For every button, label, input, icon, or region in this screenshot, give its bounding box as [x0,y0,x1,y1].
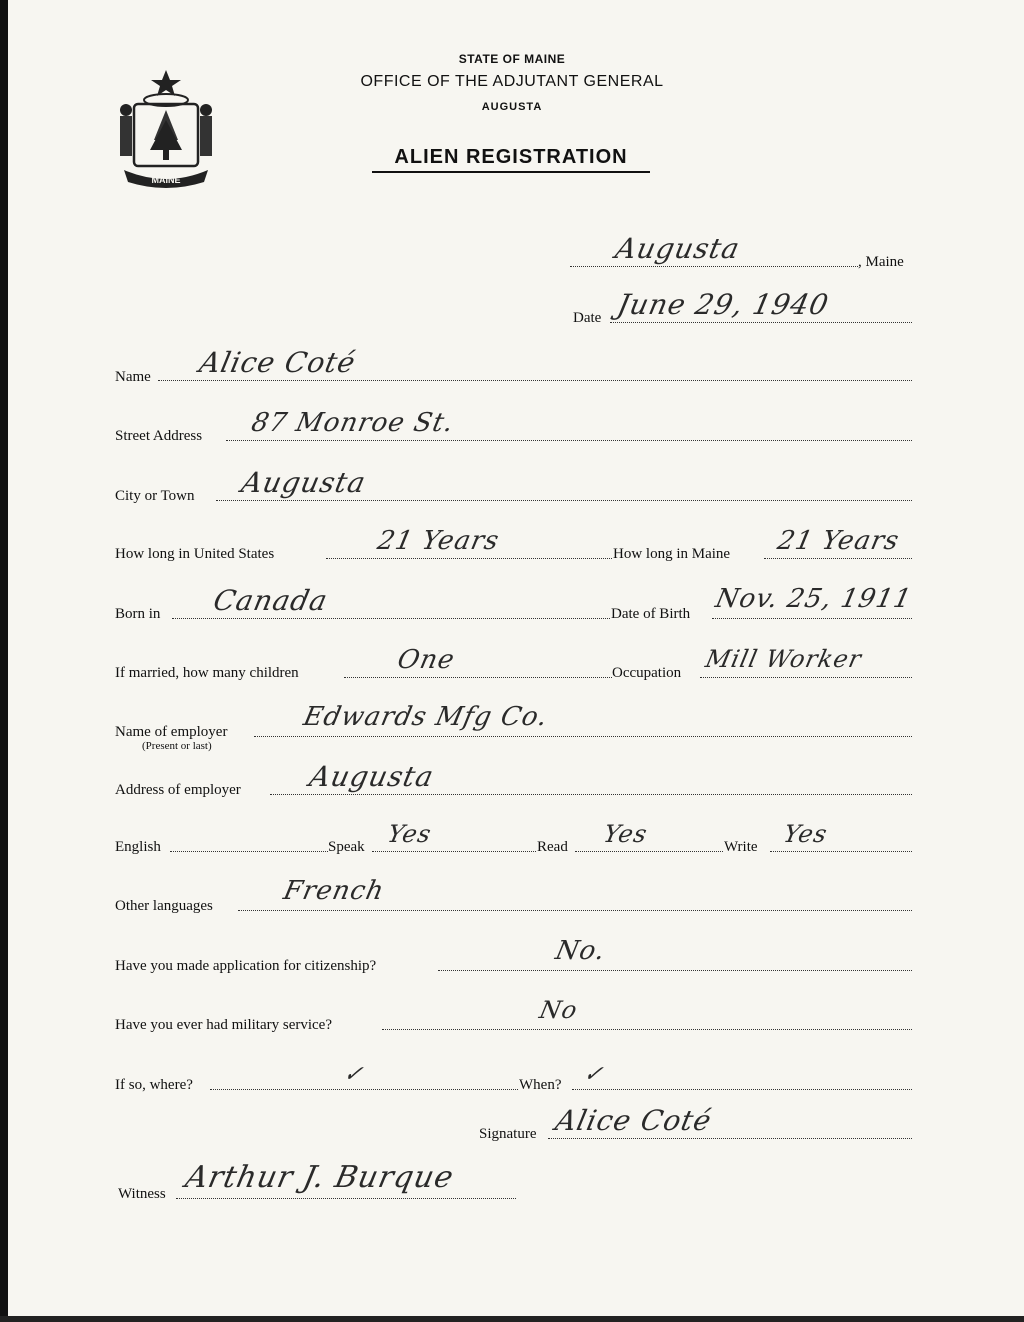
employer-address-label: Address of employer [115,782,241,798]
employer-line [254,736,912,737]
read-line [575,851,723,852]
signature-label: Signature [479,1126,537,1142]
seal-lettering: MAINE [151,175,181,185]
occupation-line [700,677,912,678]
us-time-value: 21 Years [374,526,503,556]
header-state: STATE OF MAINE [458,52,566,66]
form-title: ALIEN REGISTRATION [372,146,650,173]
born-label: Born in [115,606,161,622]
citizenship-label: Have you made application for citizenship? [115,958,377,974]
children-value: One [394,645,458,675]
header-office: OFFICE OF THE ADJUTANT GENERAL [360,73,664,90]
street-value: 87 Monroe St. [248,408,457,438]
city-value: Augusta [238,466,370,499]
english-line [170,851,328,852]
us-time-line [326,558,612,559]
employer-sublabel: (Present or last) [142,740,212,752]
children-line [344,677,612,678]
city-label: City or Town [115,488,195,504]
born-value: Canada [210,584,331,617]
maine-label: , Maine [858,254,904,270]
other-languages-line [238,910,912,911]
read-value: Yes [601,820,651,848]
city-line [216,500,912,501]
witness-value: Arthur J. Burque [182,1160,458,1195]
dob-label: Date of Birth [611,606,691,622]
witness-label: Witness [118,1186,166,1202]
citizenship-value: No. [552,936,609,966]
born-line [172,618,610,619]
citizenship-line [438,970,912,971]
employer-address-line [270,794,912,795]
military-value: No [537,996,581,1024]
english-label: English [115,839,161,855]
date-line [610,322,912,323]
street-label: Street Address [115,428,203,444]
signature-line [548,1138,912,1139]
place-value: Augusta [612,232,744,265]
when-value: ✓ [581,1062,607,1087]
write-line [770,851,912,852]
speak-value: Yes [385,820,435,848]
scan-border-bottom [0,1316,1024,1322]
maine-time-line [764,558,912,559]
children-label: If married, how many children [115,665,299,681]
us-time-label: How long in United States [115,546,275,562]
where-value: ✓ [341,1062,367,1087]
employer-label: Name of employer [115,724,228,740]
name-value: Alice Coté [196,346,359,379]
write-value: Yes [781,820,831,848]
dob-value: Nov. 25, 1911 [712,584,915,614]
when-line [572,1089,912,1090]
employer-value: Edwards Mfg Co. [300,702,551,732]
other-languages-value: French [280,876,388,906]
maine-time-value: 21 Years [774,526,903,556]
other-languages-label: Other languages [115,898,213,914]
military-line [382,1029,912,1030]
dob-line [712,618,912,619]
place-line [570,266,858,267]
header-city: AUGUSTA [481,101,543,113]
name-label: Name [115,369,151,385]
speak-label: Speak [328,839,365,855]
date-value: June 29, 1940 [614,288,832,321]
speak-line [372,851,536,852]
scan-border-left [0,0,8,1322]
street-line [226,440,912,441]
military-label: Have you ever had military service? [115,1017,332,1033]
where-label: If so, where? [115,1077,193,1093]
occupation-label: Occupation [612,665,682,681]
signature-value: Alice Coté [552,1104,715,1137]
read-label: Read [537,839,568,855]
write-label: Write [724,839,758,855]
date-label: Date [573,310,602,326]
name-line [158,380,912,381]
witness-line [176,1198,516,1199]
employer-address-value: Augusta [306,760,438,793]
when-label: When? [519,1077,562,1093]
where-line [210,1089,518,1090]
maine-time-label: How long in Maine [613,546,731,562]
occupation-value: Mill Worker [703,645,865,673]
